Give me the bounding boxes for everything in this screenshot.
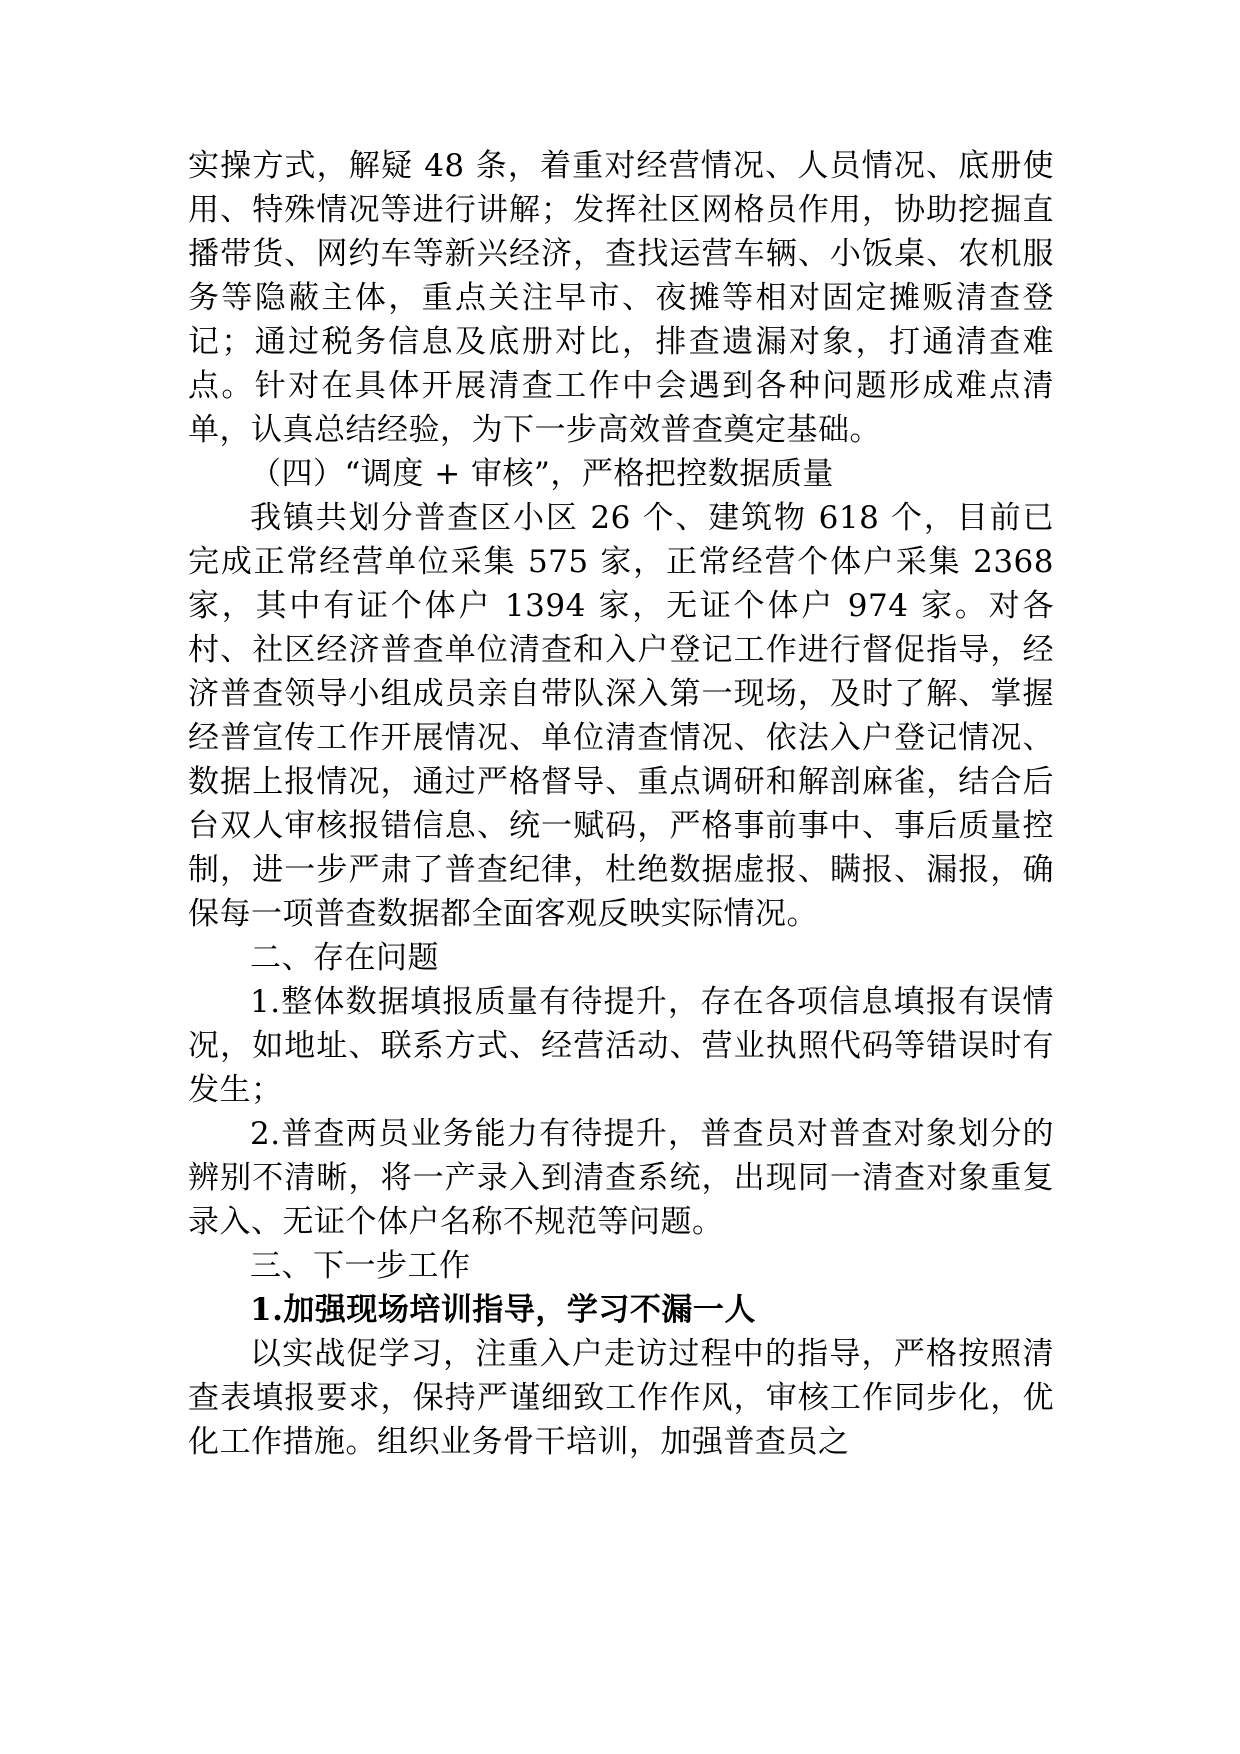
subheading-training: 1.加强现场培训指导，学习不漏一人 bbox=[250, 1292, 756, 1328]
section-heading-next-steps: 三、下一步工作 bbox=[250, 1248, 471, 1284]
problem-item-2: 2.普查两员业务能力有待提升，普查员对普查对象划分的辨别不清晰，将一产录入到清查系统，出现同一清查对象重复录入、无证个体户名称不规范等问题。 bbox=[188, 1116, 1054, 1240]
paragraph-statistics: 我镇共划分普查区小区 26 个、建筑物 618 个，目前已完成正常经营单位采集 575 家，正常经营个体户采集 2368 家，其中有证个体户 1394 家，无证个体户 974 家。对各村、社区经济普查单位清查和入户登记工作进行督促指导，经济普查领导小组成员亲自带队深入第一现场，及时了解、掌握经普宣传工作开展情况、单位清查情况、依法入户登记情况、数据上报情况，通过严格督导、重点调研和解剖麻雀，结合后台双人审核报错信息、统一赋码，严格事前事中、事后质量控制，进一步严肃了普查纪律，杜绝数据虚报、瞒报、漏报，确保每一项普查数据都全面客观反映实际情况。 bbox=[188, 500, 1054, 932]
paragraph-continuation: 实操方式，解疑 48 条，着重对经营情况、人员情况、底册使用、特殊情况等进行讲解；发挥社区网格员作用，协助挖掘直播带货、网约车等新兴经济，查找运营车辆、小饭桌、农机服务等隐蔽主体，重点关注早市、夜摊等相对固定摊贩清查登记；通过税务信息及底册对比，排查遗漏对象，打通清查难点。针对在具体开展清查工作中会遇到各种问题形成难点清单，认真总结经验，为下一步高效普查奠定基础。 bbox=[188, 148, 1054, 448]
section-heading-4: （四）“调度 + 审核”，严格把控数据质量 bbox=[250, 456, 834, 492]
problem-item-1: 1.整体数据填报质量有待提升，存在各项信息填报有误情况，如地址、联系方式、经营活动、营业执照代码等错误时有发生； bbox=[188, 984, 1054, 1108]
section-heading-problems: 二、存在问题 bbox=[250, 940, 439, 976]
document-page bbox=[188, 144, 1054, 1464]
paragraph-training: 以实战促学习，注重入户走访过程中的指导，严格按照清查表填报要求，保持严谨细致工作作风，审核工作同步化，优化工作措施。组织业务骨干培训，加强普查员之 bbox=[188, 1336, 1054, 1460]
